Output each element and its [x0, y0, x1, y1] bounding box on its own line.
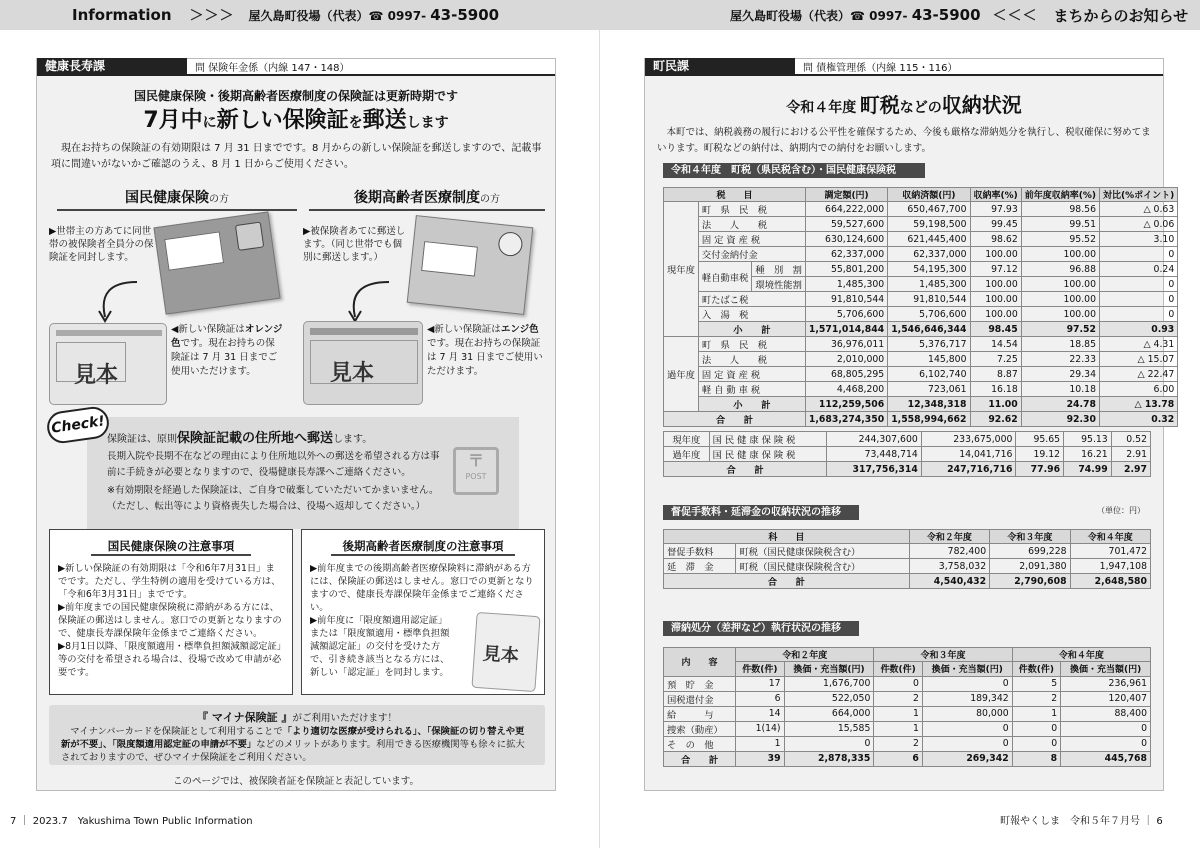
t3-row: 給 与 14 664,000 1 80,000 1 88,400: [664, 706, 1151, 721]
t3-total-row: 合 計 39 2,878,335 6 269,342 8 445,768: [664, 751, 1151, 766]
check-body-1: 長期入院や長期不在などの理由により住所地以外への郵送を希望される方は事前に手続きが必要となりますので、役場健康長寿課へご連絡ください。: [107, 451, 440, 478]
t3-row: 国税還付金 6 522,050 2 189,342 2 120,407: [664, 691, 1151, 706]
t1-h1: 調定額(円): [805, 188, 887, 202]
t3-h3: 令和４年度: [1012, 648, 1150, 662]
fee-table: [663, 529, 1151, 589]
left-headline: 7月中に新しい保険証を郵送します: [143, 108, 449, 133]
t2-row: 延 滞 金 町税（国民健康保険税含む） 3,758,032 2,091,380 1,947,108: [664, 559, 1151, 574]
post-icon: 〒 POST: [453, 447, 499, 495]
t1-h2: 収納済額(円): [888, 188, 970, 202]
t2-h1: 令和２年度: [909, 530, 989, 544]
t2-h3: 令和４年度: [1070, 530, 1150, 544]
t1-h0: 税 目: [664, 188, 806, 202]
notes-kokuho-b3: ▶8月1日以降、「限度額適用・標準負担額減額認定証」等の交付を希望される場合は、役場で改めて申請が必要です。: [58, 641, 282, 678]
left-panel: [36, 58, 556, 791]
kokuho-card: [49, 323, 167, 405]
t1-subtotal2-row: 小 計 112,259,506 12,348,318 11.00 24.78 △ 13.78: [664, 397, 1178, 412]
t1-row: 交付金納付金 62,337,000 62,337,000 100.00 100.00 0: [664, 247, 1178, 262]
kouki-title: 後期高齢者医療制度の方: [309, 187, 545, 211]
t3-row: そ の 他 1 0 2 0 0 0: [664, 736, 1151, 751]
page-divider: [599, 30, 600, 848]
t1-subtotal-row: 小 計 1,571,014,844 1,546,646,344 98.45 97.52 0.93: [664, 322, 1178, 337]
check-body-3: （ただし、転出等により資格喪失した場合は、役場へ返却してください。）: [107, 501, 426, 512]
kokuho-title: 国民健康保険の方: [57, 187, 297, 211]
header-right-tel: 屋久島町役場（代表）☎ 0997- 43-5900: [730, 6, 981, 24]
t1-h5: 対比(%ポイント): [1100, 188, 1178, 202]
notes-kouki-b2: ▶前年度に「限度額適用認定証」または「限度額適用・標準負担額減額認定証」の交付を受けた方で、引き続き該当となる方には、新しい「認定証」を同封します。: [310, 615, 450, 678]
myna-box: [49, 705, 545, 765]
kouki-card: [303, 321, 423, 405]
t1-h4: 前年度収納率(%): [1021, 188, 1099, 202]
header-left-arrows: ＞＞＞: [189, 8, 235, 24]
header-right-label: まちからのお知らせ: [1053, 6, 1189, 25]
t1-row: 法 人 税 59,527,600 59,198,500 99.45 99.51 △ 0.06: [664, 217, 1178, 232]
kokuho-arrow: [87, 277, 147, 327]
t1-row: 入 湯 税 5,706,600 5,706,600 100.00 100.00 0: [664, 307, 1178, 322]
t1-past-row: 軽 自 動 車 税 4,468,200 723,061 16.18 10.18 6.00: [664, 382, 1178, 397]
notes-kouki-cert: [471, 612, 540, 692]
post-label: POST: [465, 472, 487, 481]
t1-h3: 収納率(%): [970, 188, 1021, 202]
check-lead: 保険証は、原則保険証記載の住所地へ郵送します。: [107, 431, 373, 446]
t3-sub-amount: 換価・充当額(円): [922, 662, 1012, 676]
seizure-table: [663, 647, 1151, 767]
t3-row: 捜索（動産） 1(14) 15,585 1 0 0 0: [664, 721, 1151, 736]
notes-kokuho-b2: ▶前年度までの国民健康保険税に滞納がある方には、保険証の郵送はしません。窓口での更新となりますので、健康長寿課保険年金係までご連絡ください。: [58, 602, 282, 639]
footer-left: 7 ｜ 2023.7 Yakushima Town Public Information: [10, 816, 253, 827]
t1-past-row: 法 人 税 2,010,000 145,800 7.25 22.33 △ 15.07: [664, 352, 1178, 367]
header-left-tel: 屋久島町役場（代表）☎ 0997- 43-5900: [248, 6, 500, 24]
kouki-mail-text: ▶被保険者あてに郵送します。（同じ世帯でも個別に郵送します。）: [303, 226, 406, 263]
t1-row: 現年度 町 県 民 税 664,222,000 650,467,700 97.93 98.56 △ 0.63: [664, 202, 1178, 217]
t1-row: 固 定 資 産 税 630,124,600 621,445,400 98.62 95.52 3.10: [664, 232, 1178, 247]
t1-title: 令和４年度 町税（県民税含む）・国民健康保険税: [663, 163, 925, 178]
kouki-card-mihon: 見本: [330, 360, 375, 386]
t3-sub-count: 件数(件): [736, 662, 784, 676]
kokuho-row: 現年度 国 民 健 康 保 険 税 244,307,600 233,675,000 95.65 95.13 0.52: [664, 432, 1151, 447]
header-right-arrows: ＜＜＜: [992, 8, 1038, 24]
notes-kouki-mihon: 見本: [482, 643, 520, 667]
notes-kouki: [301, 529, 545, 695]
t3-h2: 令和３年度: [874, 648, 1012, 662]
notes-kokuho: [49, 529, 293, 695]
notes-kouki-b1: ▶前年度までの後期高齢者医療保険料に滞納がある方には、保険証の郵送はしません。窓口での更新となりますので、健康長寿課保険年金係までご連絡ください。: [310, 563, 534, 613]
unit-label: （単位：円）: [1097, 506, 1145, 515]
right-contact: 問 債権管理係（内線 115・116）: [803, 63, 958, 74]
myna-text: マイナンバーカードを保険証として利用することで「より適切な医療が受けられる」、「保険証の切り替えや更新が不要」、「限度額適用認定証の申請が不要」などのメリットがあります。利用できる医療機関等も徐々に拡大されておりますので、ぜひマイナ保険証をご利用ください。: [61, 726, 525, 763]
t3-h1: 令和２年度: [736, 648, 874, 662]
notes-kokuho-b1: ▶新しい保険証の有効期限は「令和6年7月31日」までです。ただし、学生特例の適用を受けている方は、「令和6年3月31日」までです。: [58, 563, 281, 600]
t1-row: 軽自動車税 種 別 割 55,801,200 54,195,300 97.12 96.88 0.24: [664, 262, 1178, 277]
t2-h0: 科 目: [664, 530, 910, 544]
t3-h0: 内 容: [664, 648, 736, 677]
right-section-tag: 町民課: [645, 58, 795, 75]
kokuho-card-mihon: 見本: [74, 362, 119, 388]
header-left-label: Information: [72, 6, 172, 24]
t3-row: 預 貯 金 17 1,676,700 0 0 5 236,961: [664, 676, 1151, 691]
tax-table: [663, 187, 1178, 427]
notes-kouki-title: 後期高齢者医療制度の注意事項: [331, 538, 515, 556]
kokuho-mail-text: ▶世帯主の方あてに同世帯の被保険者全員分の保険証を同封します。: [49, 226, 154, 263]
t1-row: 町たばこ税 91,810,544 91,810,544 100.00 100.00 0: [664, 292, 1178, 307]
check-body-2: ※有効期限を経過した保険証は、ご自身で破棄していただいてかまいません。: [107, 485, 439, 496]
kokuho-envelope: [153, 211, 280, 314]
t2-h2: 令和３年度: [990, 530, 1070, 544]
t3-sub-amount: 換価・充当額(円): [784, 662, 874, 676]
t1-past-row: 固 定 資 産 税 68,805,295 6,102,740 8.87 29.34 △ 22.47: [664, 367, 1178, 382]
kokuho-total-row: 合 計 317,756,314 247,716,716 77.96 74.99 2.97: [664, 462, 1151, 477]
notes-kokuho-title: 国民健康保険の注意事項: [91, 538, 251, 556]
t1-row: 環境性能割 1,485,300 1,485,300 100.00 100.00 0: [664, 277, 1178, 292]
t1-past-row: 過年度 町 県 民 税 36,976,011 5,376,717 14.54 18.85 △ 4.31: [664, 337, 1178, 352]
t2-row: 督促手数料 町税（国民健康保険税含む） 782,400 699,228 701,472: [664, 544, 1151, 559]
t3-sub-count: 件数(件): [1012, 662, 1060, 676]
left-intro: 現在お持ちの保険証の有効期限は 7 月 31 日までです。8 月からの新しい保険証を郵送しますので、記載事項に間違いがないかご確認のうえ、8 月 1 日からご使用ください。: [51, 143, 542, 170]
kouki-arrow: [337, 277, 397, 327]
header-left: [0, 0, 600, 30]
left-section-bar: [37, 59, 555, 76]
footer-right: 町報やくしま 令和５年７月号 ｜ 6: [1000, 816, 1163, 827]
t2-title: 督促手数料・延滞金の収納状況の推移: [663, 505, 859, 520]
right-intro: 本町では、納税義務の履行における公平性を確保するため、今後も厳格な滞納処分を執行し、税収確保に努めてまいります。町税などの納付は、納期内での納付をお願いします。: [657, 127, 1151, 154]
left-note: このページでは、被保険者証を保険証と表記しています。: [172, 776, 420, 787]
left-contact: 問 保険年金係（内線 147・148）: [195, 63, 350, 74]
t3-title: 滞納処分（差押など）執行状況の推移: [663, 621, 859, 636]
t2-total-row: 合 計 4,540,432 2,790,608 2,648,580: [664, 574, 1151, 589]
kokuho-card-text: ◀新しい保険証はオレンジ色です。現在お持ちの保険証は 7 月 31 日までご使用いただけます。: [171, 324, 283, 377]
kokuho-table: [663, 431, 1151, 477]
t1-total-row: 合 計 1,683,274,350 1,558,994,662 92.62 92.30 0.32: [664, 412, 1178, 427]
myna-title: 『 マイナ保険証 』がご利用いただけます！: [197, 711, 397, 724]
right-panel: [644, 58, 1175, 791]
header-right: [600, 0, 1200, 30]
left-section-tag: 健康長寿課: [37, 58, 187, 75]
kouki-card-text: ◀新しい保険証はエンジ色です。現在お持ちの保険証は 7 月 31 日までご使用いただけます。: [427, 324, 543, 377]
kokuho-row: 過年度 国 民 健 康 保 険 税 73,448,714 14,041,716 19.12 16.21 2.91: [664, 447, 1151, 462]
check-box: [87, 417, 519, 529]
right-section-bar: [645, 59, 1163, 76]
right-title: 令和４年度 町税などの収納状況: [786, 93, 1022, 117]
check-badge: Check!: [45, 405, 111, 445]
kouki-envelope: [407, 215, 534, 315]
t3-sub-amount: 換価・充当額(円): [1061, 662, 1151, 676]
t3-sub-count: 件数(件): [874, 662, 922, 676]
left-lead: 国民健康保険・後期高齢者医療制度の保険証は更新時期です: [133, 89, 458, 103]
